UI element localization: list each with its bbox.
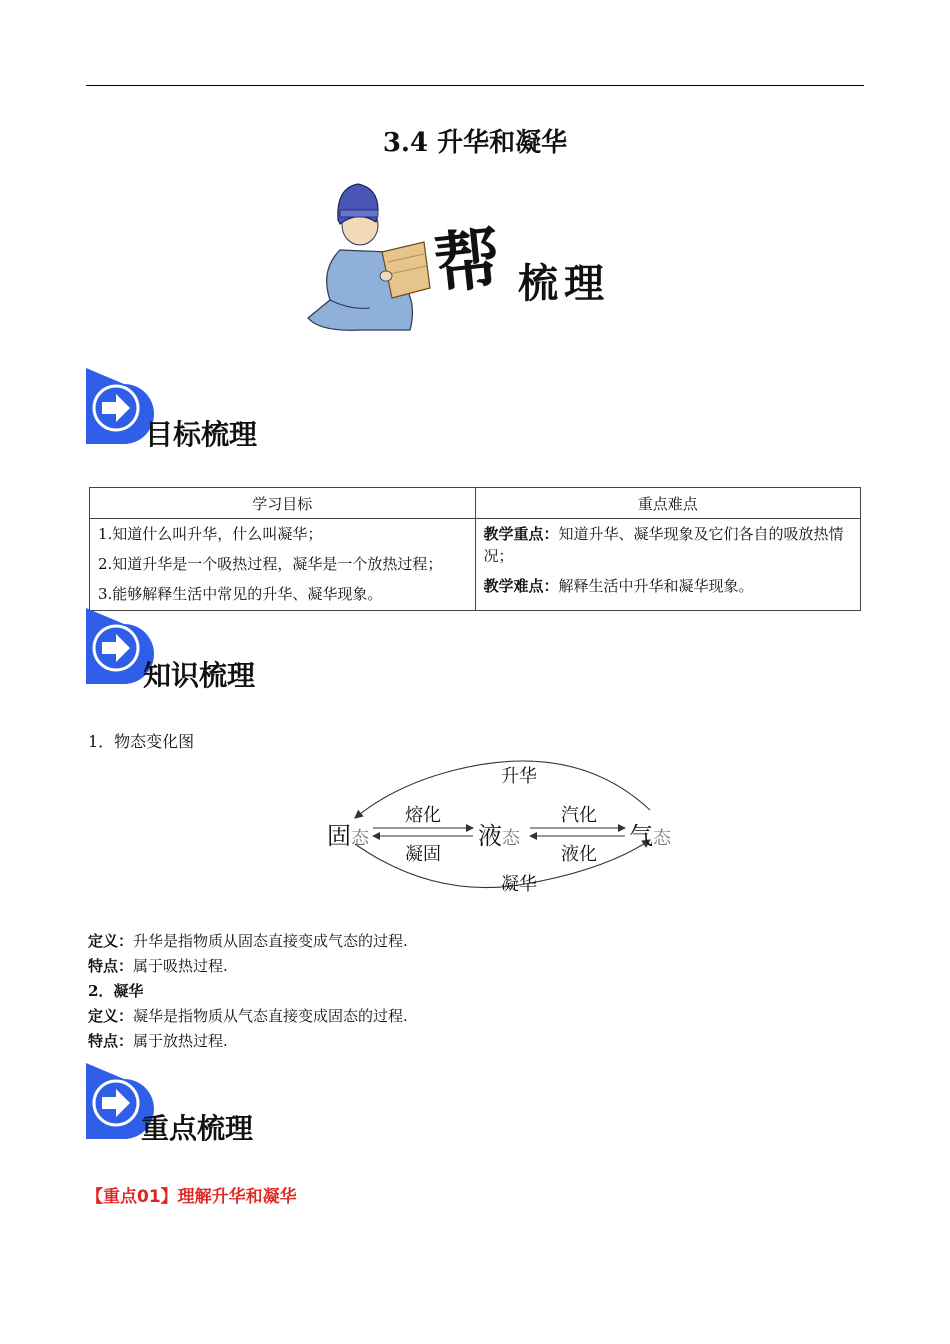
definition-sublimation: 定义：升华是指物质从固态直接变成气态的过程. (88, 932, 408, 950)
table-header-objectives: 学习目标 (90, 488, 476, 519)
section-title-keypoints: 重点梳理 (141, 1112, 254, 1145)
section-title-goals: 目标梳理 (145, 418, 258, 451)
focus-text: 知道升华、凝华现象及它们各自的吸放热情况； (483, 525, 844, 565)
objective-item: 2.知道升华是一个吸热过程，凝华是一个放热过程； (98, 555, 443, 573)
banner-char-large: 帮 (430, 218, 505, 304)
banner (300, 180, 630, 340)
difficulty-text: 解释生活中升华和凝华现象。 (558, 577, 754, 595)
label-sublimation: 升华 (501, 766, 537, 787)
state-liquid: 液态 (478, 822, 520, 850)
banner-chars-small: 梳理 (518, 260, 610, 307)
item-heading-deposition: 2．凝华 (88, 982, 144, 1000)
focus-label: 教学重点： (483, 525, 559, 543)
label-deposition: 凝华 (501, 874, 537, 895)
state-change-diagram (325, 760, 685, 900)
label-solidification: 凝固 (405, 844, 441, 865)
label-vaporization: 汽化 (561, 805, 597, 826)
keypoint-heading: 【重点01】理解升华和凝华 (86, 1187, 297, 1207)
feature-deposition: 特点：属于放热过程. (88, 1032, 228, 1050)
goals-table (89, 487, 861, 611)
arrow-circle-icon (86, 608, 144, 684)
label-liquefaction: 液化 (561, 844, 597, 865)
objective-item: 1.知道什么叫升华，什么叫凝华； (98, 525, 323, 543)
focus-cell (475, 519, 861, 611)
objectives-cell (90, 519, 476, 611)
objective-item: 3.能够解释生活中常见的升华、凝华现象。 (98, 585, 383, 603)
state-gas: 气态 (629, 822, 671, 850)
definition-deposition: 定义：凝华是指物质从气态直接变成固态的过程. (88, 1007, 408, 1025)
table-header-focus: 重点难点 (475, 488, 861, 519)
arrow-circle-icon (86, 1063, 144, 1139)
header-rule (86, 85, 864, 86)
item-heading-diagram: 1．物态变化图 (88, 732, 195, 751)
state-solid: 固态 (327, 822, 369, 850)
arrow-circle-icon (86, 368, 144, 444)
page-title: 3.4 升华和凝华 (382, 128, 568, 158)
section-title-knowledge: 知识梳理 (143, 659, 256, 692)
difficulty-label: 教学难点： (483, 577, 559, 595)
feature-sublimation: 特点：属于吸热过程. (88, 957, 228, 975)
label-melting: 熔化 (405, 805, 441, 826)
